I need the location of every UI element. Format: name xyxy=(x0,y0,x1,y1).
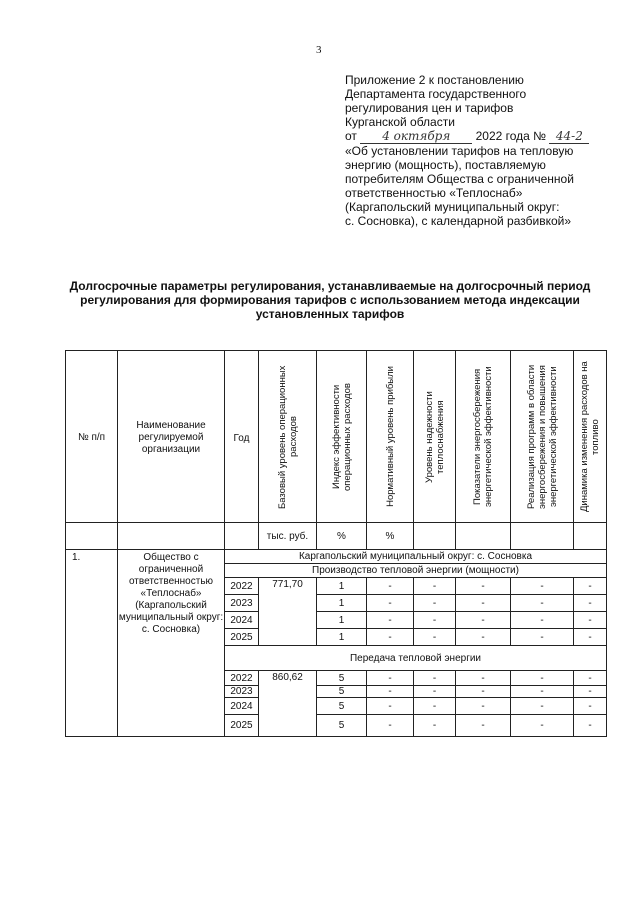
eff-cell: 5 xyxy=(317,671,367,686)
table-row: 2022 860,62 5 - - - - - xyxy=(66,671,607,686)
district-row xyxy=(66,550,607,564)
eff-cell: 5 xyxy=(317,698,367,715)
header-efficiency-index: Индекс эффективности операционных расходов xyxy=(317,351,367,523)
row-number: 1. xyxy=(66,550,118,737)
year-cell: 2023 xyxy=(225,595,259,612)
appendix-date-line xyxy=(345,129,615,144)
eff-cell: 1 xyxy=(317,612,367,629)
organization-name: Общество с ограниченной ответственностью «Теплоснаб» (Каргапольский муниципальный округ: с. Сосновка) xyxy=(118,550,225,737)
appendix-line: (Каргапольский муниципальный округ: xyxy=(345,200,560,214)
year-cell: 2025 xyxy=(225,629,259,646)
handwritten-number: 44-2 xyxy=(549,129,589,144)
page-number: 3 xyxy=(316,44,322,56)
base-level-cell: 771,70 xyxy=(259,578,317,646)
unit-base: тыс. руб. xyxy=(259,523,317,550)
eff-cell: 1 xyxy=(317,595,367,612)
year-cell: 2025 xyxy=(225,715,259,737)
table-row: 2023 5 - - - - - xyxy=(66,686,607,698)
units-row xyxy=(66,523,607,550)
appendix-line: потребителям Общества с ограниченной xyxy=(345,172,574,186)
appendix-line: с. Сосновка), с календарной разбивкой» xyxy=(345,214,572,228)
appendix-line: ответственностью «Теплоснаб» xyxy=(345,186,523,200)
header-row xyxy=(66,351,607,523)
header-year: Год xyxy=(225,351,259,523)
appendix-line: регулирования цен и тарифов xyxy=(345,101,514,115)
table-row: 2025 5 - - - - - xyxy=(66,715,607,737)
handwritten-date: 4 октября xyxy=(360,129,472,144)
header-profit-level: Нормативный уровень прибыли xyxy=(367,351,414,523)
document-title: Долгосрочные параметры регулирования, устанавливаемые на долгосрочный период регулирования для формирования тарифов с использованием метода индексации установленных тарифов xyxy=(69,279,591,321)
year-label: 2022 года № xyxy=(475,129,547,143)
table-row: 2024 5 - - - - - xyxy=(66,698,607,715)
eff-cell: 5 xyxy=(317,715,367,737)
district-name: Каргапольский муниципальный округ: с. Сосновка xyxy=(225,550,607,564)
year-cell: 2023 xyxy=(225,686,259,698)
unit-profit: % xyxy=(367,523,414,550)
year-cell: 2022 xyxy=(225,578,259,595)
header-base-level: Базовый уровень операционных расходов xyxy=(259,351,317,523)
year-cell: 2024 xyxy=(225,612,259,629)
base-level-cell: 860,62 xyxy=(259,671,317,737)
appendix-line: Департамента государственного xyxy=(345,87,527,101)
section-name: Передача тепловой энергии xyxy=(225,646,607,671)
header-org: Наименование регулируемой организации xyxy=(118,351,225,523)
appendix-line: Курганской области xyxy=(345,115,455,129)
appendix-line: энергию (мощность), поставляемую xyxy=(345,158,546,172)
year-cell: 2024 xyxy=(225,698,259,715)
header-reliability: Уровень надежности теплоснабжения xyxy=(414,351,456,523)
from-label: от xyxy=(345,129,357,143)
header-energy-saving: Показатели энергосбережения энергетической эффективности xyxy=(456,351,511,523)
eff-cell: 5 xyxy=(317,686,367,698)
table-row: 2025 1 - - - - - xyxy=(66,629,607,646)
header-programs: Реализация программ в области энергосбережения и повышения энергетической эффективности xyxy=(511,351,574,523)
eff-cell: 1 xyxy=(317,629,367,646)
header-num: № п/п xyxy=(66,351,118,523)
table-row: 2022 771,70 1 - - - - - xyxy=(66,578,607,595)
eff-cell: 1 xyxy=(317,578,367,595)
appendix-line: Приложение 2 к постановлению xyxy=(345,73,524,87)
year-cell: 2022 xyxy=(225,671,259,686)
table-row: 2023 1 - - - - - xyxy=(66,595,607,612)
table-row: 2024 1 - - - - - xyxy=(66,612,607,629)
header-fuel-dynamics: Динамика изменения расходов на топливо xyxy=(574,351,607,523)
unit-eff: % xyxy=(317,523,367,550)
section-name: Производство тепловой энергии (мощности) xyxy=(225,564,607,578)
appendix-header xyxy=(345,73,615,228)
appendix-line: «Об установлении тарифов на тепловую xyxy=(345,144,574,158)
parameters-table xyxy=(65,350,607,737)
